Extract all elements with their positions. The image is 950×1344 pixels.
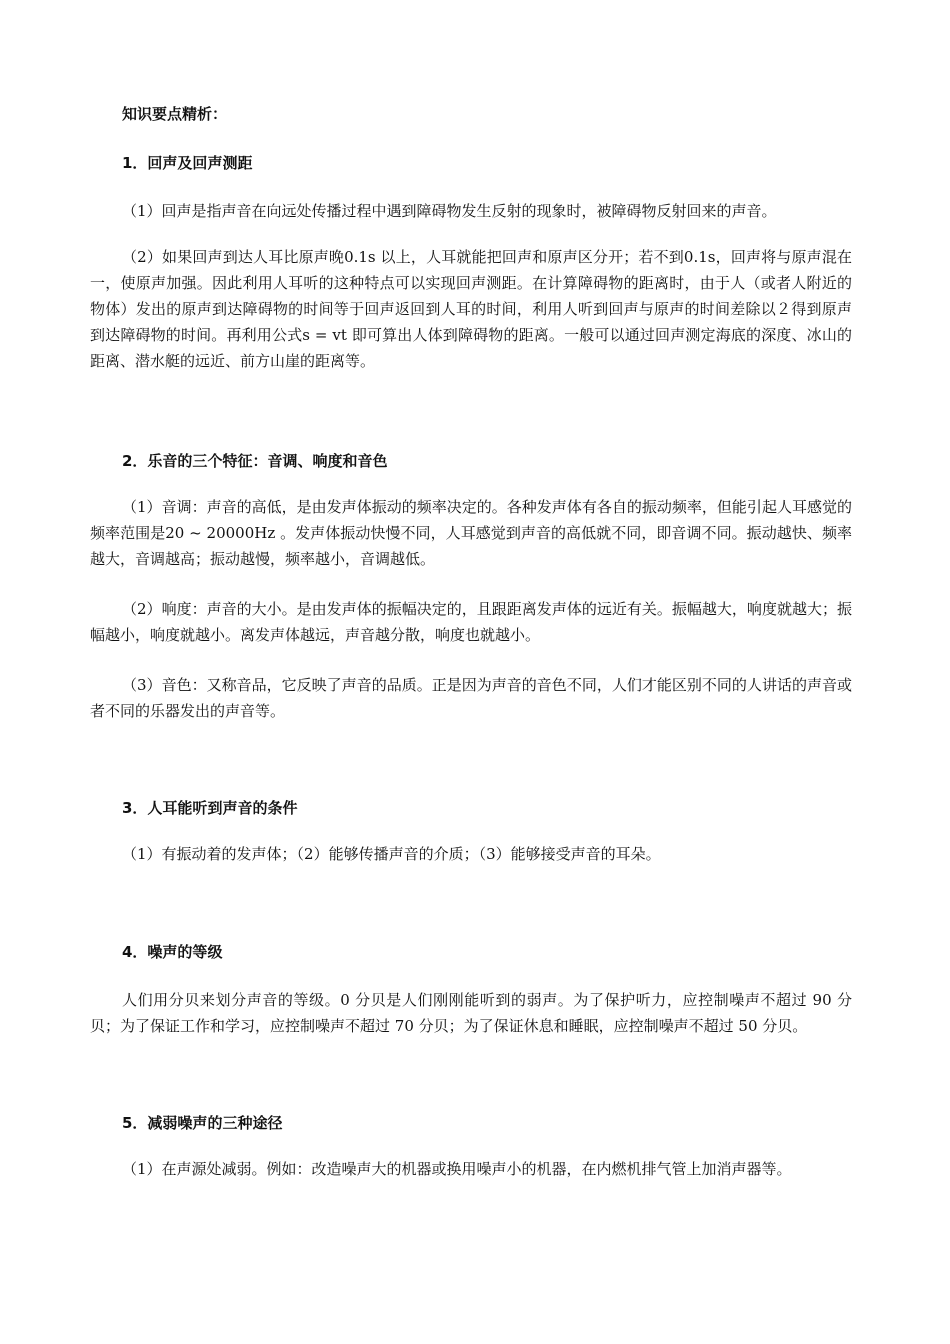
section-5-paragraph-1: （1）在声源处减弱。例如：改造噪声大的机器或换用噪声小的机器，在内燃机排气管上加消声器等。: [122, 1160, 792, 1178]
section-2-paragraph-2: （2）响度：声音的大小。是由发声体的振幅决定的，且跟距离发声体的远近有关。振幅越大，响度就越大；振幅越小，响度就越小。离发声体越远，声音越分散，响度也就越小。: [90, 600, 852, 644]
section-3-heading: 3．人耳能听到声音的条件: [122, 799, 298, 817]
section-1-paragraph-1: （1）回声是指声音在向远处传播过程中遇到障碍物发生反射的现象时，被障碍物反射回来的声音。: [122, 202, 777, 220]
section-2-heading: 2．乐音的三个特征：音调、响度和音色: [122, 452, 388, 470]
section-3-paragraph-1: （1）有振动着的发声体；（2）能够传播声音的介质；（3）能够接受声音的耳朵。: [122, 845, 661, 863]
section-1-paragraph-2: （2）如果回声到达人耳比原声晚0.1s 以上，人耳就能把回声和原声区分开；若不到0.1s，回声将与原声混在一，使原声加强。因此利用人耳听的这种特点可以实现回声测距。在计算障碍物的距离时，由于人（或者人附近的物体）发出的原声到达障碍物的时间等于回声返回到人耳的时间，利用人听到回声与原声的时间差除以２得到原声到达障碍物的时间。再利用公式s = vt 即可算出人体到障碍物的距离。一般可以通过回声测定海底的深度、冰山的距离、潜水艇的远近、前方山崖的距离等。: [90, 248, 852, 370]
section-1-heading: 1．回声及回声测距: [122, 154, 253, 172]
section-4-heading: 4．噪声的等级: [122, 943, 223, 961]
section-2-paragraph-3: （3）音色：又称音品，它反映了声音的品质。正是因为声音的音色不同，人们才能区别不同的人讲话的声音或者不同的乐器发出的声音等。: [90, 676, 852, 720]
section-4-paragraph-1: 人们用分贝来划分声音的等级。0 分贝是人们刚刚能听到的弱声。为了保护听力，应控制噪声不超过 90 分贝；为了保证工作和学习，应控制噪声不超过 70 分贝；为了保证休息和睡眠，应控制噪声不超过 50 分贝。: [90, 991, 852, 1035]
section-2-paragraph-1: （1）音调：声音的高低，是由发声体振动的频率决定的。各种发声体有各自的振动频率，但能引起人耳感觉的频率范围是20 ~ 20000Hz 。发声体振动快慢不同，人耳感觉到声音的高低就不同，即音调不同。振动越快、频率越大，音调越高；振动越慢，频率越小，音调越低。: [90, 498, 852, 568]
section-5-heading: 5．减弱噪声的三种途径: [122, 1114, 283, 1132]
page-title: 知识要点精析：: [122, 105, 228, 123]
